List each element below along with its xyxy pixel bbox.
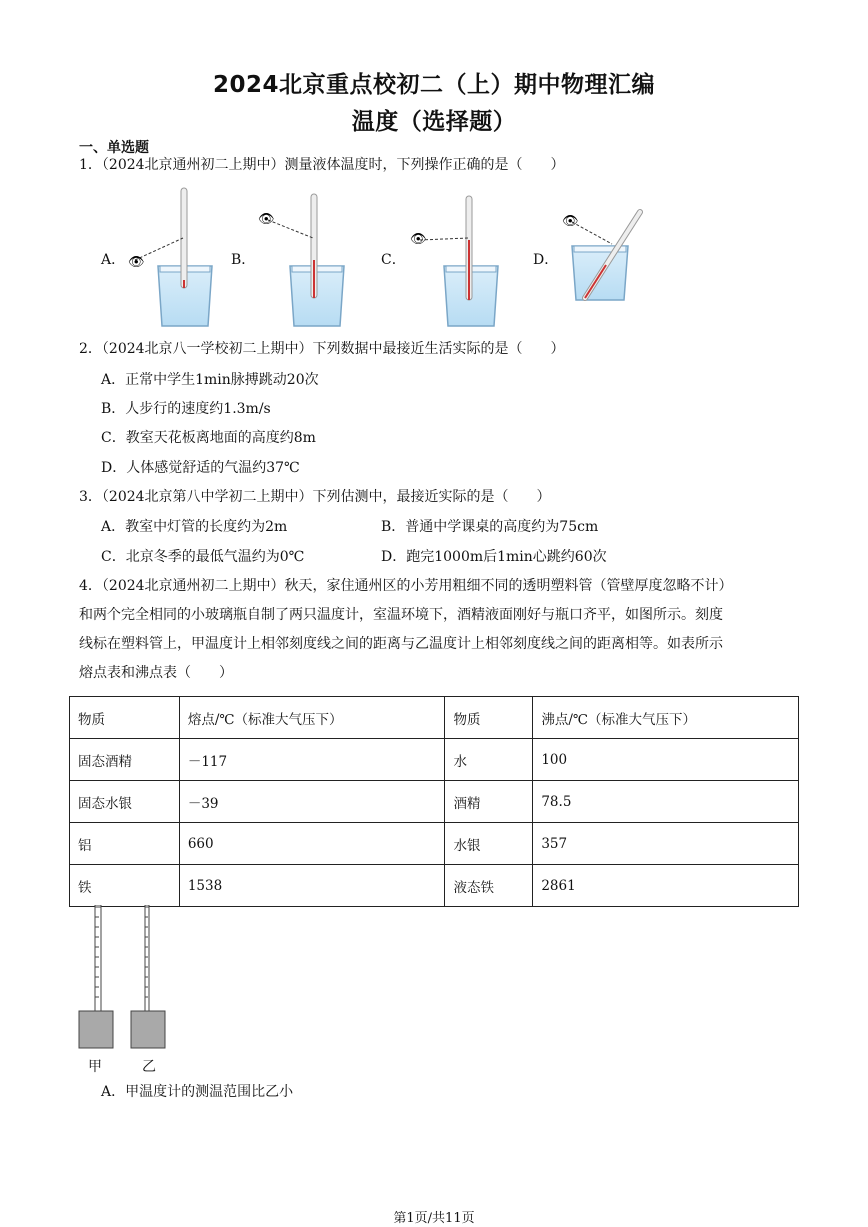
q1-label-d: D．: [533, 252, 559, 268]
q1-label-b: B．: [231, 252, 256, 268]
thermometer-b: [311, 194, 317, 298]
doc-title-line1: 2024北京重点校初二（上）期中物理汇编: [212, 72, 655, 98]
table-row: [70, 823, 799, 865]
sightline-b: [268, 220, 313, 238]
melting-boiling-point-table: [69, 696, 799, 907]
table-row: [70, 739, 799, 781]
q1-label-c: C．: [381, 252, 406, 268]
q3-option-b: B．普通中学课桌的高度约为75cm: [381, 519, 599, 535]
q3-option-c: C．北京冬季的最低气温约为0℃: [101, 549, 305, 565]
table-cell: 固态酒精: [70, 739, 180, 781]
thermometer-jia: [79, 905, 113, 1048]
eye-icon-c: 👁: [410, 232, 427, 247]
q3-option-a: A．教室中灯管的长度约为2m: [101, 519, 288, 535]
table-cell: 1538: [179, 865, 445, 907]
thermometer-label-yi: 乙: [142, 1059, 156, 1075]
table-cell: －117: [179, 739, 445, 781]
table-header-cell: 物质: [70, 697, 180, 739]
table-header-row: [70, 697, 799, 739]
q4-stem-line: 4．（2024北京通州初二上期中）秋天，家住通州区的小芳用粗细不同的透明塑料管（管壁厚度忽略不计）: [79, 578, 733, 594]
thermometer-c: [466, 196, 472, 300]
thermometer-label-jia: 甲: [88, 1059, 102, 1075]
section-heading: 一、单选题: [79, 140, 149, 156]
table-cell: 酒精: [445, 781, 533, 823]
table-cell: 100: [533, 739, 799, 781]
table-row: [70, 865, 799, 907]
q2-option-c: C．教室天花板离地面的高度约8m: [101, 430, 316, 446]
q4-stem-line: 线标在塑料管上，甲温度计上相邻刻度线之间的距离与乙温度计上相邻刻度线之间的距离相等。如表所示: [79, 636, 723, 652]
table-cell: 78.5: [533, 781, 799, 823]
table-cell: 铁: [70, 865, 180, 907]
doc-title-line2: 温度（选择题）: [351, 109, 517, 135]
table-row: [70, 781, 799, 823]
q3-option-d: D．跑完1000m后1min心跳约60次: [381, 549, 607, 565]
table-header-cell: 沸点/℃（标准大气压下）: [533, 697, 799, 739]
table-cell: 水银: [445, 823, 533, 865]
q1-stem: 1．（2024北京通州初二上期中）测量液体温度时，下列操作正确的是（ ）: [79, 157, 565, 173]
sightline-c: [420, 238, 468, 240]
q1-thermometer-figures: [0, 180, 868, 335]
table-cell: 铝: [70, 823, 180, 865]
table-cell: 水: [445, 739, 533, 781]
q4-thermometers-figure: [70, 905, 180, 1051]
q3-stem: 3．（2024北京第八中学初二上期中）下列估测中，最接近实际的是（ ）: [79, 489, 551, 505]
table-header-cell: 熔点/℃（标准大气压下）: [179, 697, 445, 739]
q2-option-d: D．人体感觉舒适的气温约37℃: [101, 460, 300, 476]
q2-option-b: B．人步行的速度约1.3m/s: [101, 401, 271, 417]
eye-icon-d: 👁: [562, 214, 579, 229]
table-cell: 液态铁: [445, 865, 533, 907]
q4-option-a: A．甲温度计的测温范围比乙小: [101, 1084, 294, 1100]
eye-icon-b: 👁: [258, 212, 275, 227]
table-cell: －39: [179, 781, 445, 823]
q2-stem: 2．（2024北京八一学校初二上期中）下列数据中最接近生活实际的是（ ）: [79, 341, 565, 357]
table-cell: 2861: [533, 865, 799, 907]
table-cell: 固态水银: [70, 781, 180, 823]
q4-stem: [79, 572, 799, 688]
eye-icon-a: 👁: [128, 255, 145, 270]
table-cell: 660: [179, 823, 445, 865]
thermometer-yi: [131, 905, 165, 1048]
q4-stem-line: 和两个完全相同的小玻璃瓶自制了两只温度计，室温环境下，酒精液面刚好与瓶口齐平，如图所示。刻度: [79, 607, 723, 623]
table-header-cell: 物质: [445, 697, 533, 739]
page-number: 第1页/共11页: [393, 1211, 475, 1226]
table-cell: 357: [533, 823, 799, 865]
q2-option-a: A．正常中学生1min脉搏跳动20次: [101, 372, 319, 388]
q1-label-a: A．: [101, 252, 126, 268]
q4-stem-line: 熔点表和沸点表（ ）: [79, 665, 233, 681]
